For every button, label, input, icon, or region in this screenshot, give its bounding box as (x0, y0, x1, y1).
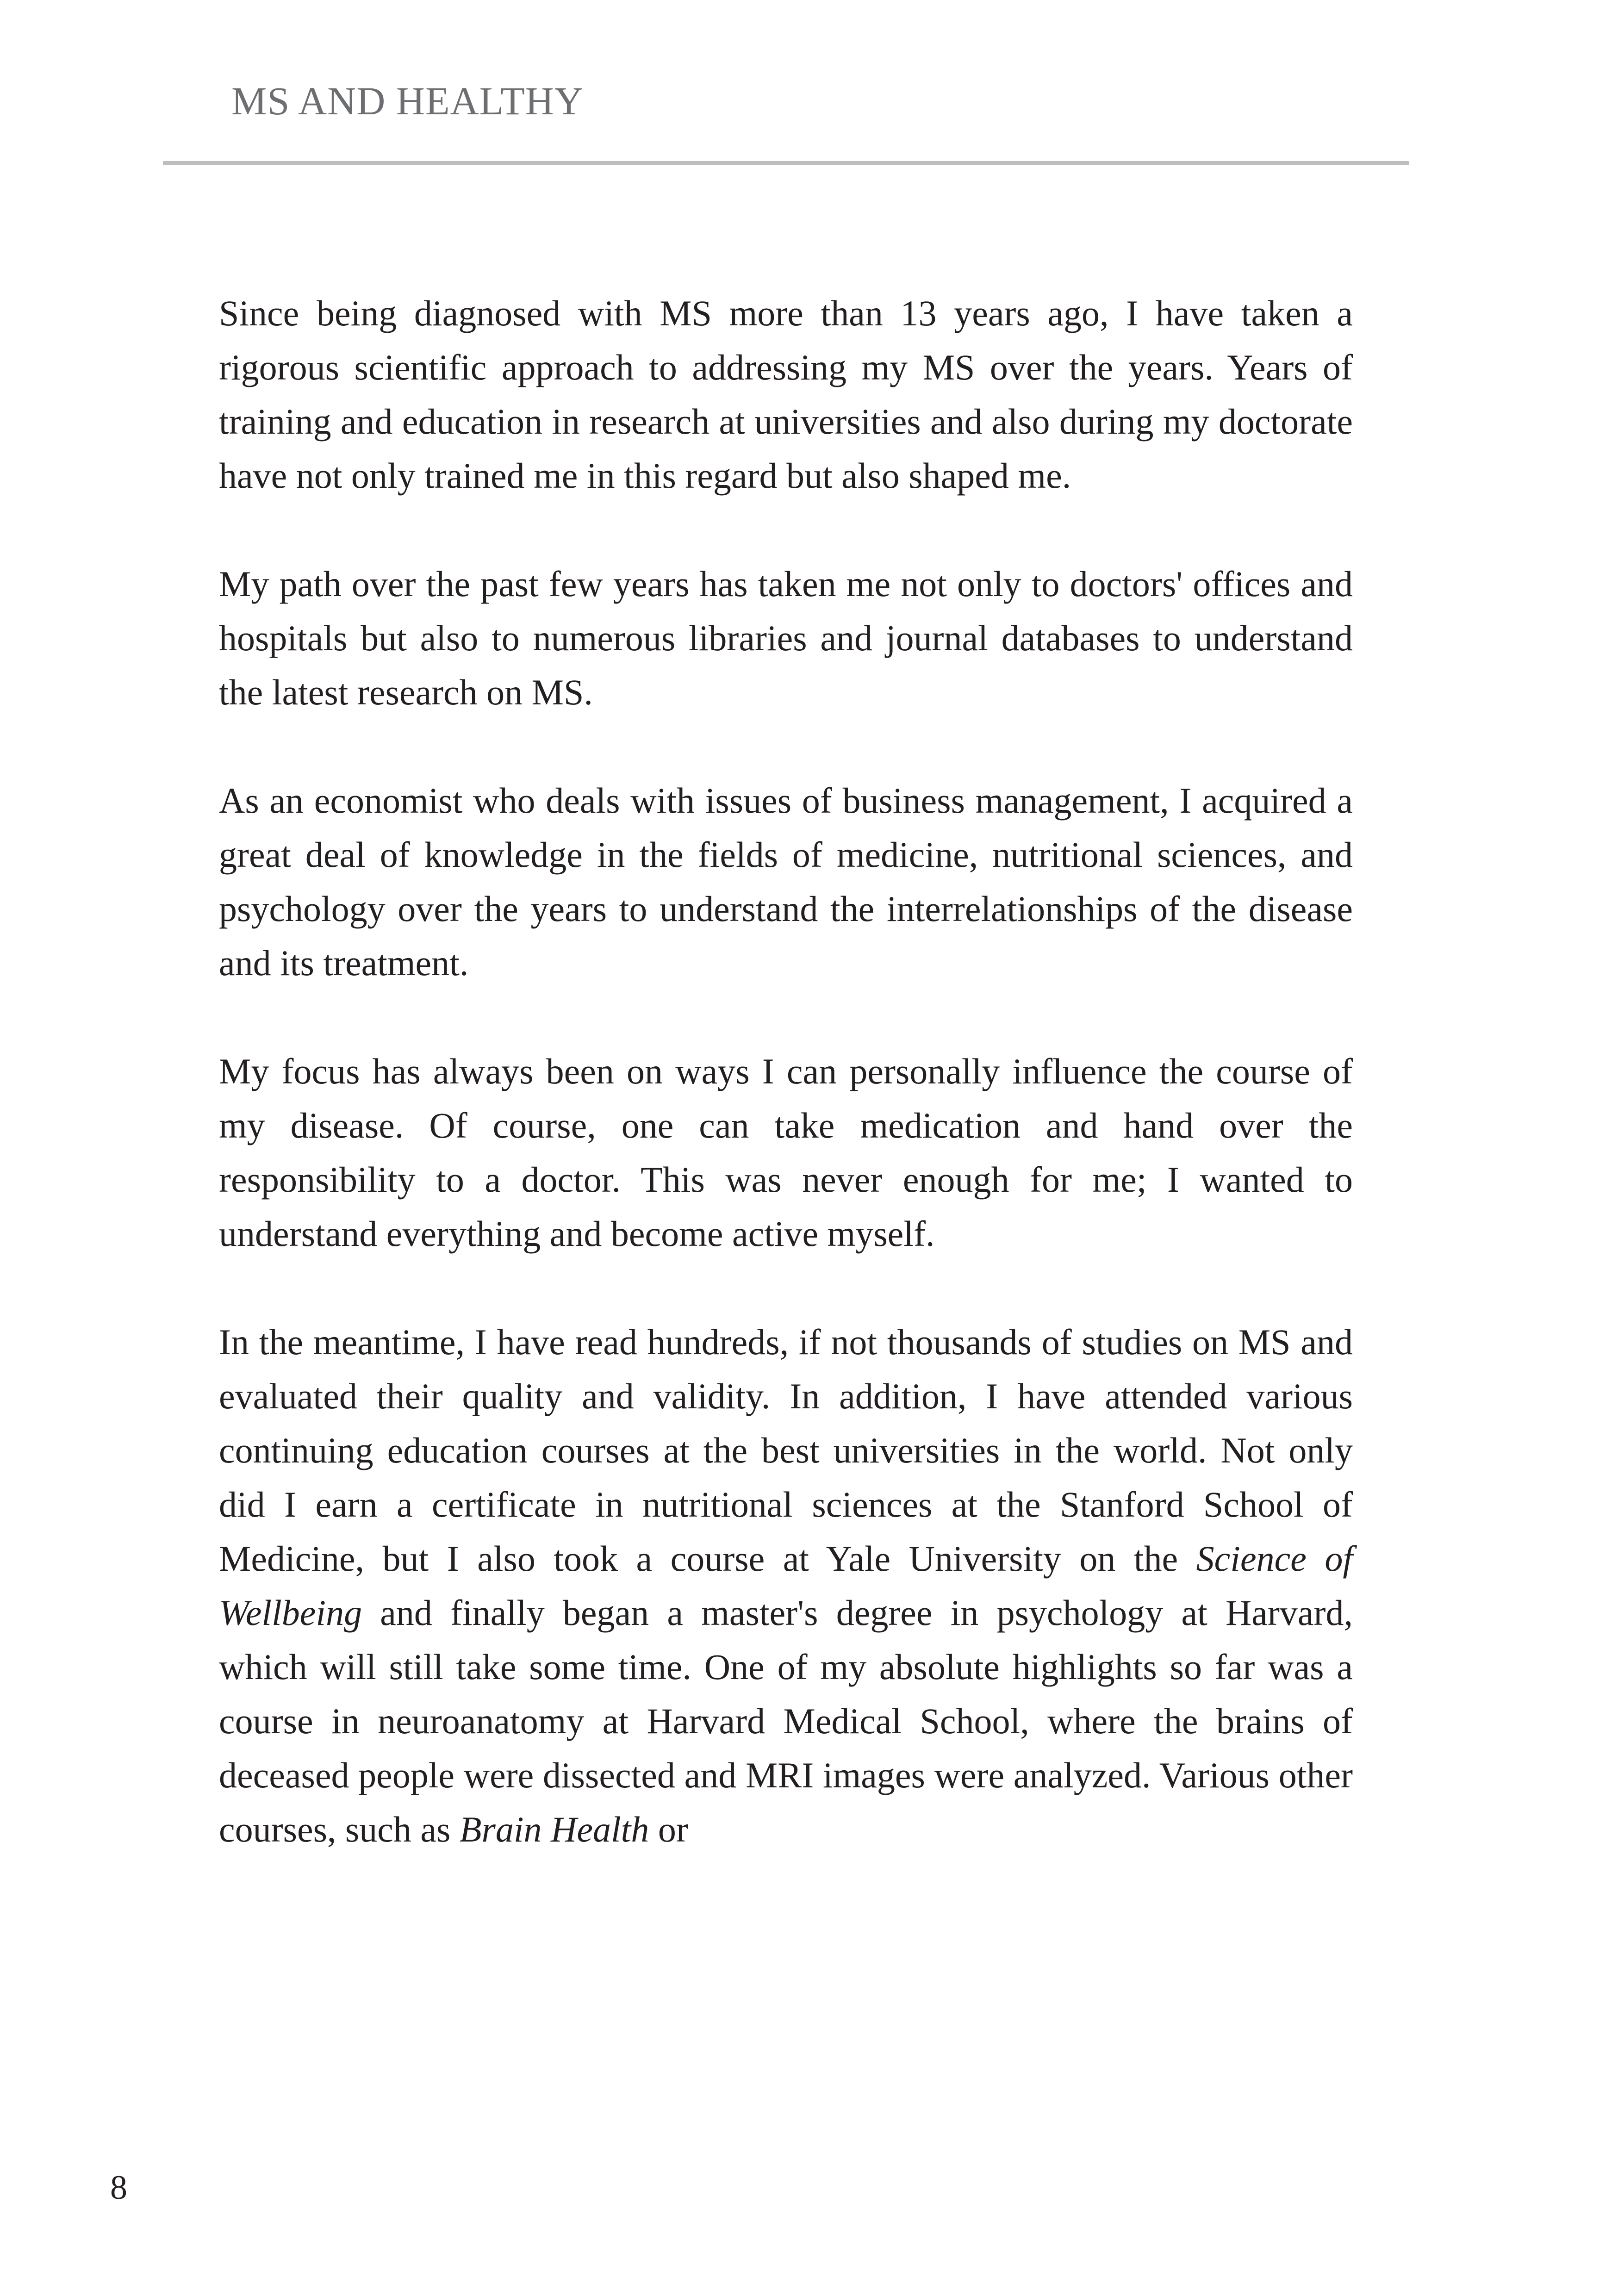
page-number: 8 (110, 2169, 127, 2207)
header-divider (163, 161, 1409, 165)
paragraph-5-text-3: or (649, 1809, 688, 1849)
paragraph-1: Since being diagnosed with MS more than 13 years ago, I have taken a rigorous scientific approach to addressing my MS over the years. Years of training and education in research at universities and also during my doctorate have not only trained me in this regard but also shaped me. (219, 293, 1353, 496)
paragraph-5-text-2: and finally began a master's degree in psychology at Harvard, which will still take some time. One of my absolute highlights so far was a course in neuroanatomy at Harvard Medical School, where the brains of deceased people were dissected and MRI images were analyzed. Various other courses, such as (219, 1593, 1353, 1849)
paragraph-4: My focus has always been on ways I can personally influence the course of my disease. Of course, one can take medication and hand over the responsibility to a doctor. This was never enough for me; I wanted to understand everything and become active myself. (219, 1051, 1353, 1254)
course-title-science-of-wellbeing: Science of Wellbeing (219, 1538, 1353, 1633)
paragraph-5 (219, 1315, 1353, 1856)
body-text (219, 286, 1353, 1856)
paragraph-2: My path over the past few years has taken me not only to doctors' offices and hospitals but also to numerous libraries and journal databases to understand the latest research on MS. (219, 564, 1353, 712)
paragraph-3: As an economist who deals with issues of business management, I acquired a great deal of knowledge in the fields of medicine, nutritional sciences, and psychology over the years to understand the interrelationships of the disease and its treatment. (219, 780, 1353, 983)
course-title-brain-health: Brain Health (459, 1809, 649, 1849)
running-header-title: MS AND HEALTHY (231, 79, 584, 123)
paragraph-5-text-1: In the meantime, I have read hundreds, if not thousands of studies on MS and evaluated their quality and validity. In addition, I have attended various continuing education courses at the best universities in the world. Not only did I earn a certificate in nutritional sciences at the Stanford School of Medicine, but I also took a course at Yale University on the (219, 1322, 1353, 1579)
